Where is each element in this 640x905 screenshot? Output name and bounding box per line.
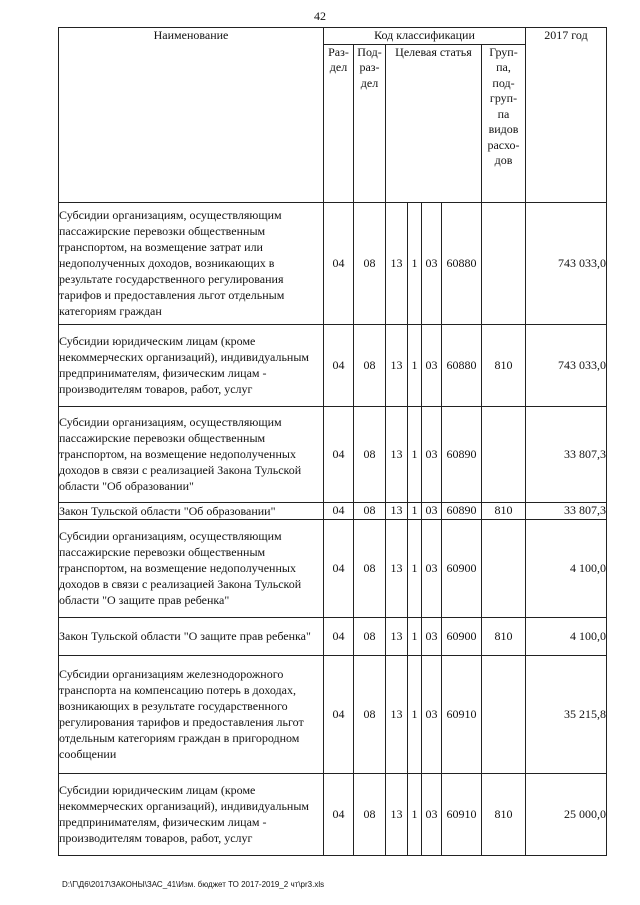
table-row [59,406,607,502]
row-name: Закон Тульской области "О защите прав ребенка" [59,617,324,655]
row-target-4: 60910 [442,773,482,855]
table-row [59,655,607,773]
row-name: Субсидии организациям, осуществляющим пассажирские перевозки общественным транспортом, на возмещение затрат или недополученных доходов, возникающих в результате государственного регулирования тарифов и предоставления льгот отдельным категориям граждан [59,202,324,324]
row-expense-group: 810 [482,502,526,519]
row-target-2: 1 [408,202,422,324]
row-target-4: 60890 [442,406,482,502]
row-expense-group [482,202,526,324]
header-code-group: Код классификации [324,28,526,45]
header-year: 2017 год [526,28,607,203]
row-target-1: 13 [386,202,408,324]
row-target-4: 60900 [442,519,482,617]
row-target-4: 60880 [442,324,482,406]
row-podrazdel: 08 [354,202,386,324]
row-target-2: 1 [408,655,422,773]
header-target-article: Целевая статья [386,44,482,202]
row-expense-group: 810 [482,617,526,655]
row-name: Субсидии юридическим лицам (кроме некоммерческих организаций), индивидуальным предпринимателям, физическим лицам - производителям товаров, работ, услуг [59,324,324,406]
header-name: Наименование [59,28,324,203]
row-target-3: 03 [422,406,442,502]
row-target-1: 13 [386,655,408,773]
row-podrazdel: 08 [354,655,386,773]
row-amount: 35 215,8 [526,655,607,773]
header-expense-group: Груп- па, под- груп- па видов расхо- дов [482,44,526,202]
row-target-4: 60890 [442,502,482,519]
row-name: Субсидии организациям, осуществляющим пассажирские перевозки общественным транспортом, на возмещение недополученных доходов в связи с реализацией Закона Тульской области "О защите прав ребенка" [59,519,324,617]
budget-table [58,27,607,856]
row-target-2: 1 [408,519,422,617]
row-razdel: 04 [324,617,354,655]
row-target-1: 13 [386,519,408,617]
header-subsection: Под- раз- дел [354,44,386,202]
row-expense-group [482,406,526,502]
page-number: 42 [314,9,326,23]
row-target-1: 13 [386,324,408,406]
row-target-1: 13 [386,773,408,855]
row-amount: 743 033,0 [526,324,607,406]
row-amount: 743 033,0 [526,202,607,324]
row-razdel: 04 [324,502,354,519]
row-name: Субсидии организациям, осуществляющим пассажирские перевозки общественным транспортом, на возмещение недополученных доходов в связи с реализацией Закона Тульской области "Об образовании" [59,406,324,502]
row-razdel: 04 [324,202,354,324]
row-target-3: 03 [422,655,442,773]
row-amount: 33 807,3 [526,502,607,519]
table-row [59,202,607,324]
row-podrazdel: 08 [354,502,386,519]
row-target-1: 13 [386,406,408,502]
row-podrazdel: 08 [354,773,386,855]
row-podrazdel: 08 [354,406,386,502]
row-expense-group [482,519,526,617]
row-razdel: 04 [324,406,354,502]
row-target-2: 1 [408,617,422,655]
row-podrazdel: 08 [354,617,386,655]
row-target-4: 60900 [442,617,482,655]
table-row [59,617,607,655]
row-amount: 33 807,3 [526,406,607,502]
row-amount: 4 100,0 [526,519,607,617]
row-target-4: 60880 [442,202,482,324]
row-name: Субсидии юридическим лицам (кроме некоммерческих организаций), индивидуальным предпринимателям, физическим лицам - производителям товаров, работ, услуг [59,773,324,855]
row-expense-group [482,655,526,773]
row-target-3: 03 [422,773,442,855]
row-target-1: 13 [386,617,408,655]
row-name: Закон Тульской области "Об образовании" [59,502,324,519]
row-amount: 4 100,0 [526,617,607,655]
row-target-3: 03 [422,502,442,519]
row-razdel: 04 [324,773,354,855]
row-target-2: 1 [408,324,422,406]
row-target-4: 60910 [442,655,482,773]
row-target-2: 1 [408,773,422,855]
row-target-2: 1 [408,406,422,502]
row-razdel: 04 [324,324,354,406]
table-row [59,519,607,617]
table-row [59,502,607,519]
row-expense-group: 810 [482,324,526,406]
row-amount: 25 000,0 [526,773,607,855]
table-row [59,324,607,406]
row-podrazdel: 08 [354,519,386,617]
row-target-2: 1 [408,502,422,519]
row-razdel: 04 [324,519,354,617]
row-name: Субсидии организациям железнодорожного транспорта на компенсацию потерь в доходах, возникающих в результате государственного регулирования тарифов и предоставления льгот отдельным категориям граждан в пригородном сообщении [59,655,324,773]
row-target-3: 03 [422,324,442,406]
row-expense-group: 810 [482,773,526,855]
row-target-3: 03 [422,519,442,617]
table-body [59,202,607,855]
row-target-1: 13 [386,502,408,519]
row-target-3: 03 [422,617,442,655]
file-path-footer: D:\Г\Д6\2017\ЗАКОНЫ\ЗАС_41\Изм. бюджет ТО 2017-2019_2 чт\pr3.xls [62,880,325,889]
table-header [59,28,607,203]
row-target-3: 03 [422,202,442,324]
row-podrazdel: 08 [354,324,386,406]
header-section: Раз- дел [324,44,354,202]
table-row [59,773,607,855]
row-razdel: 04 [324,655,354,773]
